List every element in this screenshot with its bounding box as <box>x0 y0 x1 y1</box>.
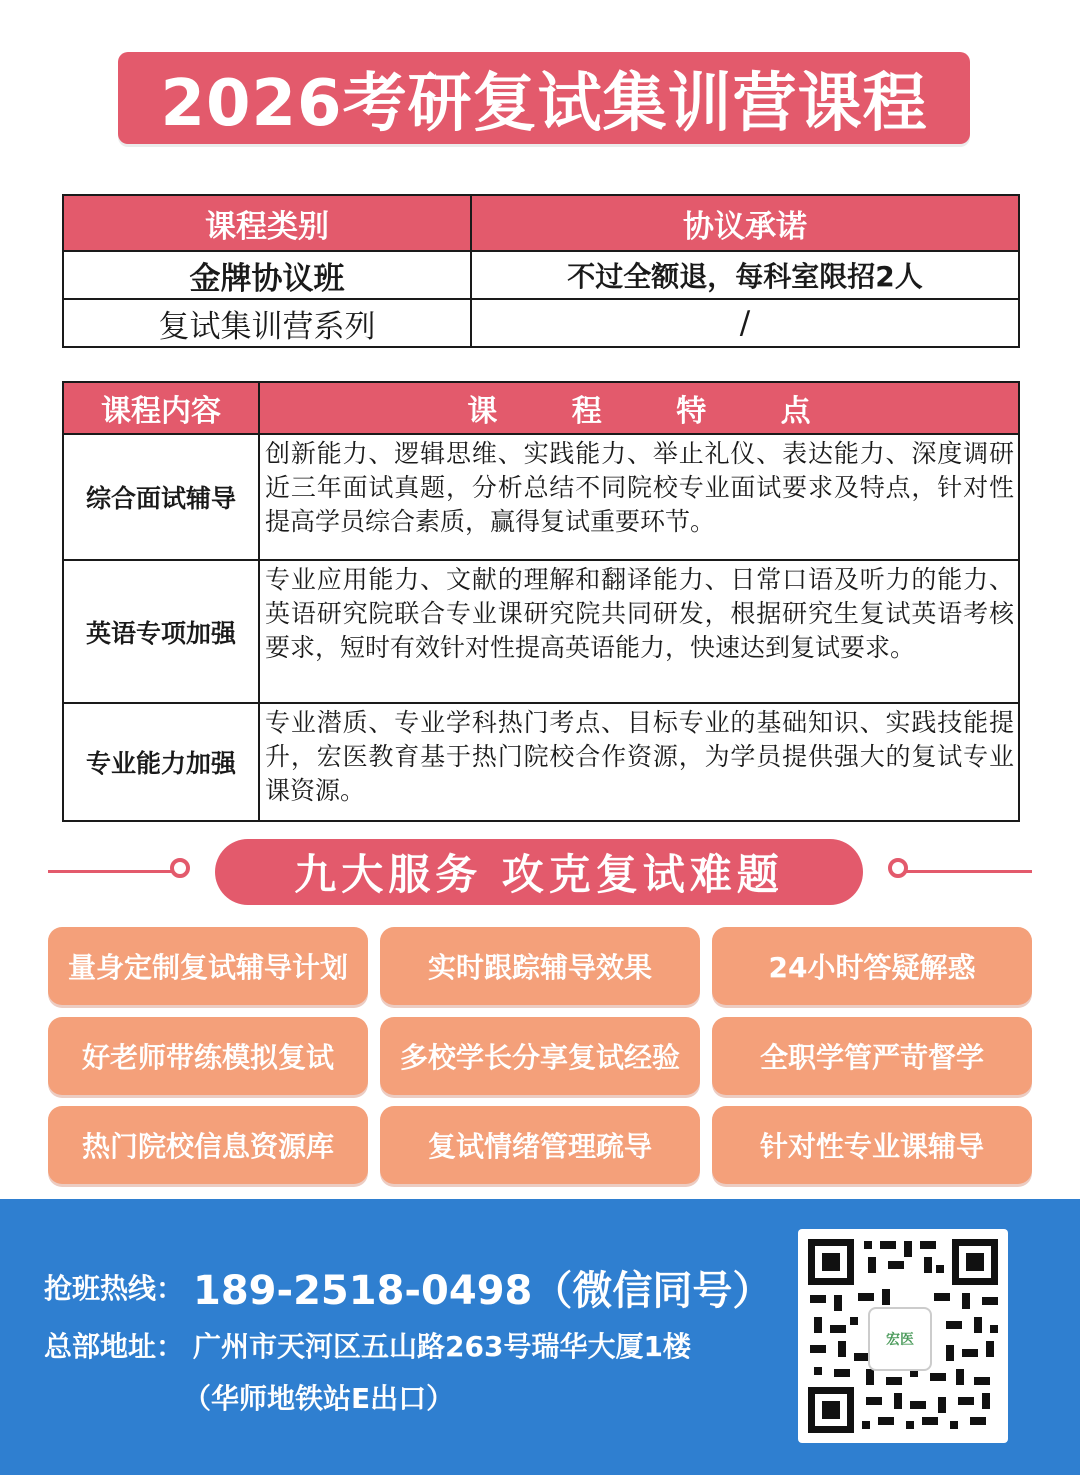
content-desc: 专业应用能力、文献的理解和翻译能力、日常口语及听力的能力、英语研究院联合专业课研究院共同研发，根据研究生复试英语考核要求，短时有效针对性提高英语能力，快速达到复试要求。 <box>259 560 1019 703</box>
service-tile: 复试情绪管理疏导 <box>380 1106 700 1184</box>
cell-promise: 不过全额退，每科室限招2人 <box>471 251 1019 299</box>
service-tile: 量身定制复试辅导计划 <box>48 927 368 1005</box>
content-name: 综合面试辅导 <box>63 434 259 560</box>
content-name: 英语专项加强 <box>63 560 259 703</box>
cell-category: 复试集训营系列 <box>63 299 471 347</box>
service-tile: 好老师带练模拟复试 <box>48 1017 368 1095</box>
content-name: 专业能力加强 <box>63 703 259 821</box>
address-label: 总部地址： <box>44 1330 185 1363</box>
service-tile: 针对性专业课辅导 <box>712 1106 1032 1184</box>
divider-dot-right <box>888 858 908 878</box>
divider-line-right <box>906 870 1032 873</box>
header-promise: 协议承诺 <box>471 195 1019 251</box>
header-course-type: 课程类别 <box>63 195 471 251</box>
course-content-table <box>62 381 1020 822</box>
header-features: 课 程 特 点 <box>259 382 1019 434</box>
service-tile: 多校学长分享复试经验 <box>380 1017 700 1095</box>
page-title: 2026考研复试集训营课程 <box>118 52 970 144</box>
service-tile: 热门院校信息资源库 <box>48 1106 368 1184</box>
content-desc: 专业潜质、专业学科热门考点、目标专业的基础知识、实践技能提升，宏医教育基于热门院校合作资源，为学员提供强大的复试专业课资源。 <box>259 703 1019 821</box>
services-banner: 九大服务 攻克复试难题 <box>215 839 863 905</box>
service-tile: 全职学管严苛督学 <box>712 1017 1032 1095</box>
divider-dot-left <box>170 858 190 878</box>
hotline-label: 抢班热线： <box>44 1272 185 1305</box>
cell-category: 金牌协议班 <box>63 251 471 299</box>
course-type-table <box>62 194 1020 348</box>
header-content: 课程内容 <box>63 382 259 434</box>
service-tile: 24小时答疑解惑 <box>712 927 1032 1005</box>
service-tile: 实时跟踪辅导效果 <box>380 927 700 1005</box>
content-desc: 创新能力、逻辑思维、实践能力、举止礼仪、表达能力、深度调研近三年面试真题，分析总结不同院校专业面试要求及特点，针对性提高学员综合素质，赢得复试重要环节。 <box>259 434 1019 560</box>
address-text: 广州市天河区五山路263号瑞华大厦1楼 <box>193 1330 691 1363</box>
hotline-number[interactable]: 189-2518-0498（微信同号） <box>193 1268 773 1314</box>
cell-promise: / <box>471 299 1019 347</box>
divider-line-left <box>48 870 174 873</box>
address-note: （华师地铁站E出口） <box>183 1382 455 1415</box>
brand-logo: 宏医 <box>868 1307 932 1371</box>
